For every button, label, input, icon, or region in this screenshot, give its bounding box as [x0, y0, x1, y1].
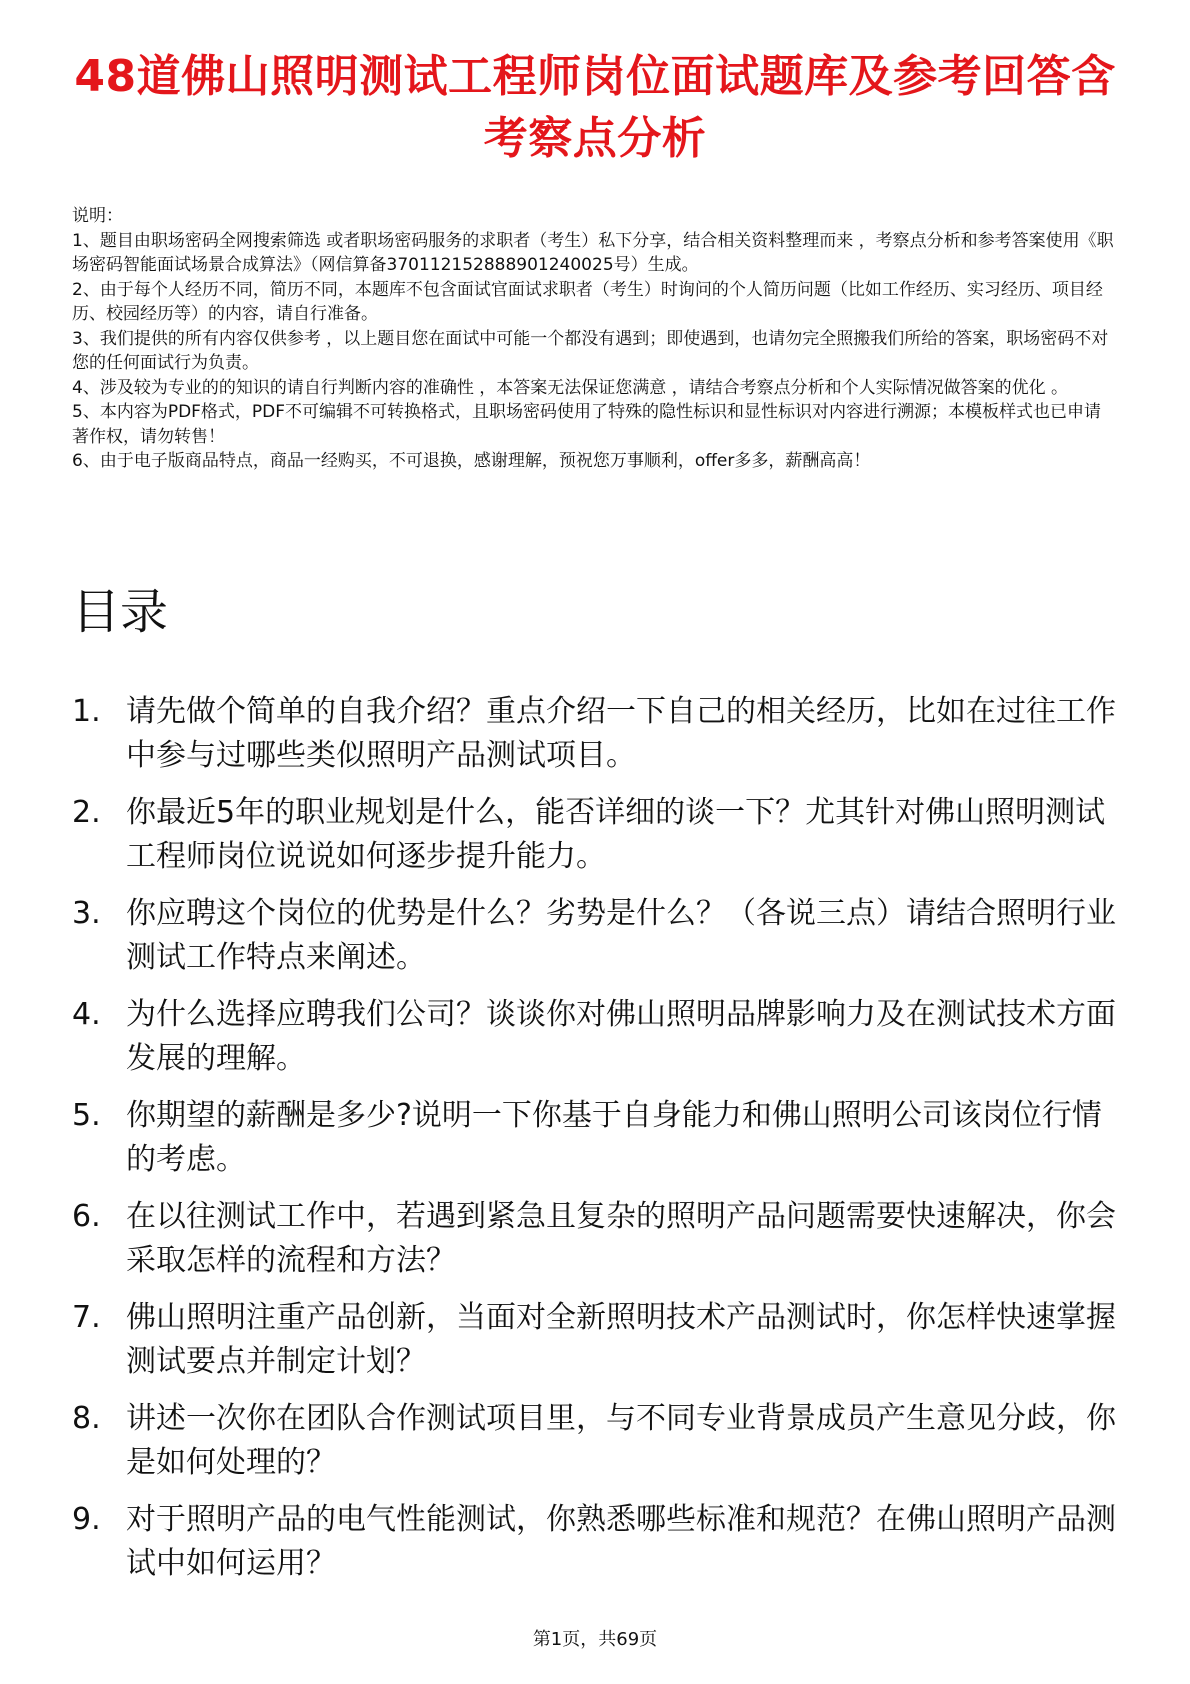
toc-item: [72, 1397, 1126, 1485]
toc-item-text: 对于照明产品的电气性能测试，你熟悉哪些标准和规范？在佛山照明产品测试中如何运用？: [126, 1502, 1116, 1581]
toc-item-number: 3.: [72, 896, 101, 931]
toc-item: [72, 1195, 1126, 1283]
toc-item-number: 1.: [72, 694, 101, 729]
toc-item: [72, 1498, 1126, 1586]
toc-list: [72, 690, 1126, 1599]
toc-item-text: 请先做个简单的自我介绍？重点介绍一下自己的相关经历，比如在过往工作中参与过哪些类似照明产品测试项目。: [126, 694, 1116, 773]
toc-item-text: 你期望的薪酬是多少?说明一下你基于自身能力和佛山照明公司该岗位行情的考虑。: [126, 1098, 1102, 1177]
toc-item-number: 9.: [72, 1502, 101, 1537]
toc-item-text: 你最近5年的职业规划是什么，能否详细的谈一下？尤其针对佛山照明测试工程师岗位说说如何逐步提升能力。: [126, 795, 1106, 874]
toc-item-text: 讲述一次你在团队合作测试项目里，与不同专业背景成员产生意见分歧，你是如何处理的？: [126, 1401, 1116, 1480]
note-item: 5、本内容为PDF格式，PDF不可编辑不可转换格式，且职场密码使用了特殊的隐性标识和显性标识对内容进行溯源；本模板样式也已申请著作权，请勿转售！: [72, 402, 1102, 447]
toc-item: [72, 892, 1126, 980]
toc-item: [72, 993, 1126, 1081]
toc-item-number: 5.: [72, 1098, 101, 1133]
notes-heading: 说明：: [72, 206, 123, 226]
toc-item: [72, 791, 1126, 879]
note-item: 2、由于每个人经历不同，简历不同，本题库不包含面试官面试求职者（考生）时询问的个人简历问题（比如工作经历、实习经历、项目经历、校园经历等）的内容，请自行准备。: [72, 279, 1103, 324]
toc-item: [72, 1094, 1126, 1182]
notes-section: [72, 204, 1118, 474]
note-item: 3、我们提供的所有内容仅供参考 ，以上题目您在面试中可能一个都没有遇到；即使遇到，也请勿完全照搬我们所给的答案，职场密码不对您的任何面试行为负责。: [72, 328, 1109, 373]
note-item: 4、涉及较为专业的的知识的请自行判断内容的准确性 ，本答案无法保证您满意 ，请结合考察点分析和个人实际情况做答案的优化 。: [72, 377, 1069, 398]
toc-item-text: 在以往测试工作中，若遇到紧急且复杂的照明产品问题需要快速解决，你会采取怎样的流程和方法？: [126, 1199, 1116, 1278]
toc-heading: 目录: [72, 584, 169, 640]
note-item: 1、题目由职场密码全网搜索筛选 或者职场密码服务的求职者（考生）私下分享，结合相关资料整理而来 ，考察点分析和参考答案使用《职场密码智能面试场景合成算法》（网信算备370112152888901240025号）生成。: [72, 230, 1114, 275]
toc-item-text: 佛山照明注重产品创新，当面对全新照明技术产品测试时，你怎样快速掌握测试要点并制定计划？: [126, 1300, 1116, 1379]
page-footer: 第1页，共69页: [532, 1629, 658, 1650]
toc-item-number: 4.: [72, 997, 101, 1032]
toc-item-number: 6.: [72, 1199, 101, 1234]
toc-item-text: 为什么选择应聘我们公司？谈谈你对佛山照明品牌影响力及在测试技术方面发展的理解。: [126, 997, 1116, 1076]
note-item: 6、由于电子版商品特点，商品一经购买，不可退换，感谢理解，预祝您万事顺利，offer多多，薪酬高高！: [72, 451, 871, 471]
toc-item-number: 7.: [72, 1300, 101, 1335]
toc-item-number: 8.: [72, 1401, 101, 1436]
toc-item-text: 你应聘这个岗位的优势是什么？劣势是什么？（各说三点）请结合照明行业测试工作特点来阐述。: [126, 896, 1116, 975]
toc-item: [72, 690, 1126, 778]
toc-item-number: 2.: [72, 795, 101, 830]
page-title: 48道佛山照明测试工程师岗位面试题库及参考回答含考察点分析: [74, 51, 1116, 164]
toc-item: [72, 1296, 1126, 1384]
